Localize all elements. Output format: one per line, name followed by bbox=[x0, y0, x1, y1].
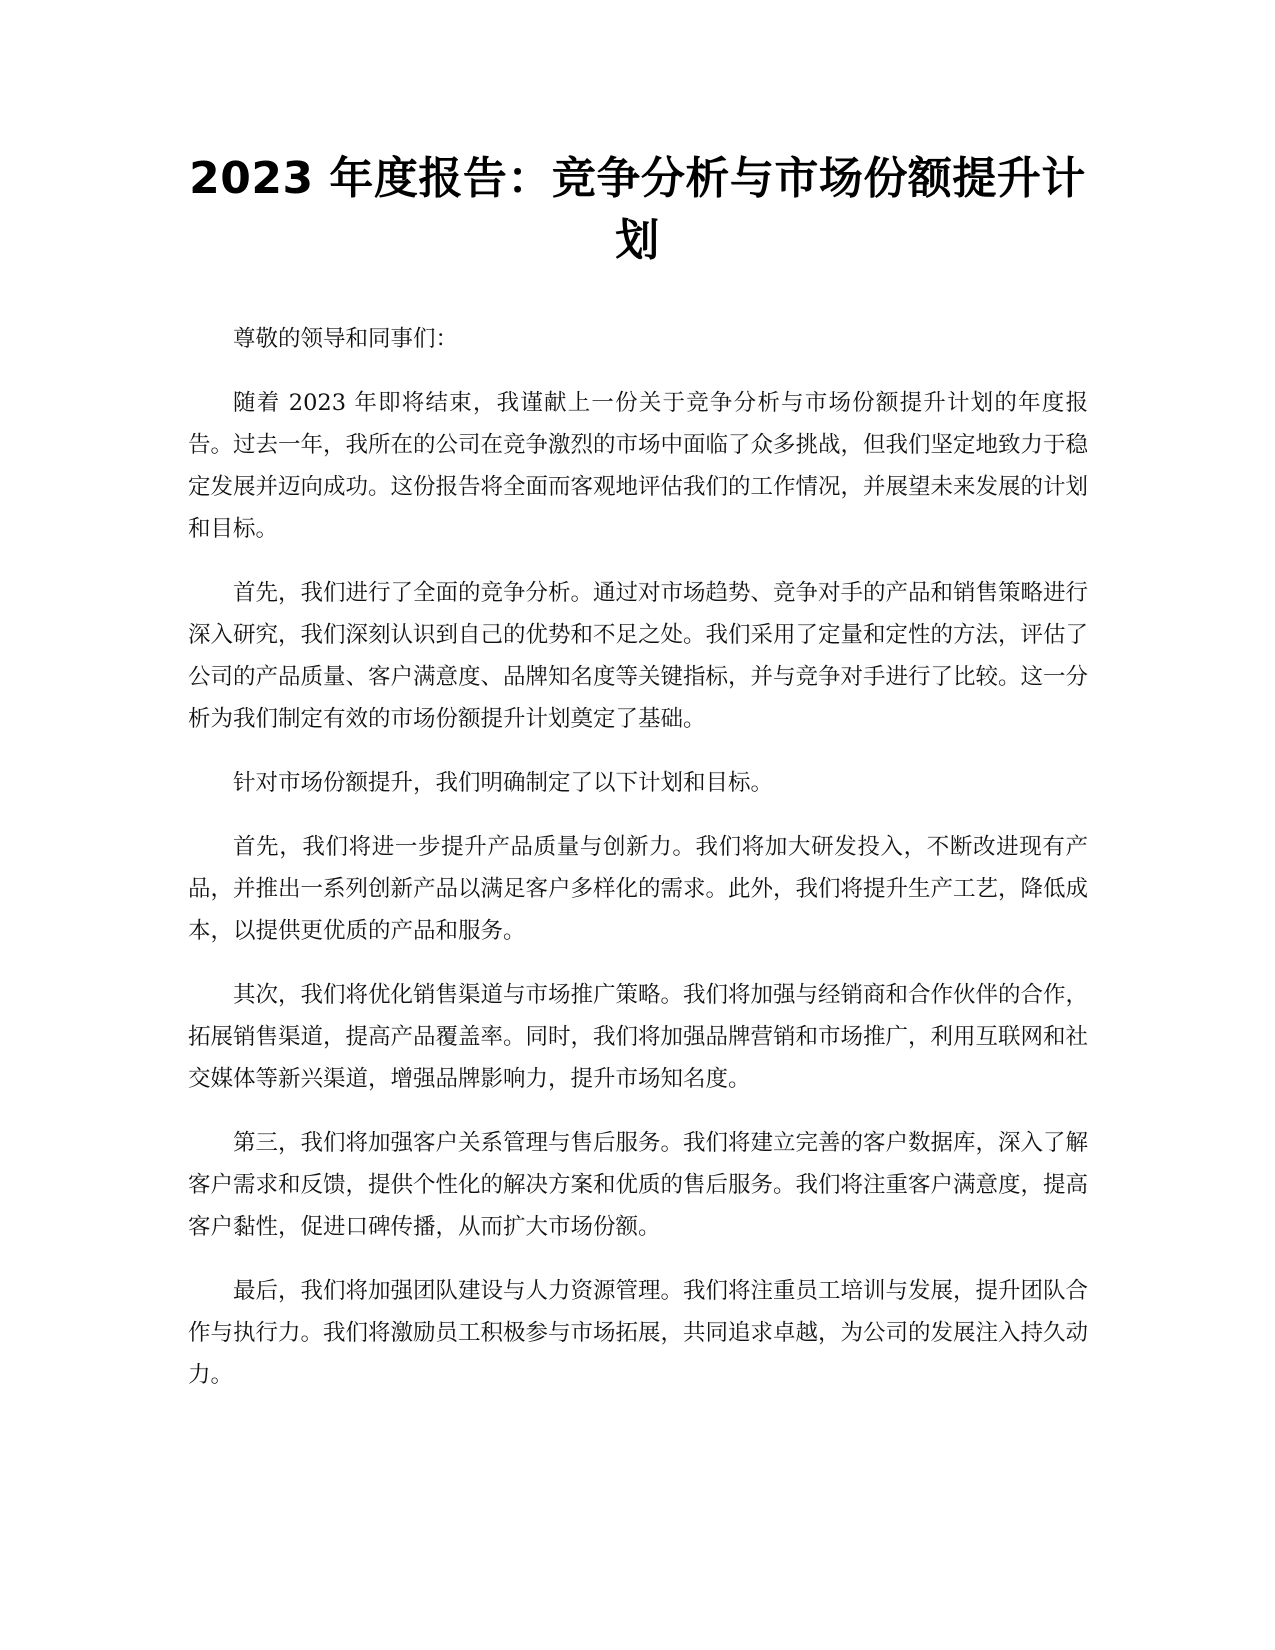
body-paragraph: 最后，我们将加强团队建设与人力资源管理。我们将注重员工培训与发展，提升团队合作与执行力。我们将激励员工积极参与市场拓展，共同追求卓越，为公司的发展注入持久动力。 bbox=[188, 1278, 1089, 1388]
body-paragraph: 首先，我们将进一步提升产品质量与创新力。我们将加大研发投入，不断改进现有产品，并推出一系列创新产品以满足客户多样化的需求。此外，我们将提升生产工艺，降低成本，以提供更优质的产品和服务。 bbox=[188, 834, 1089, 944]
body-paragraph: 随着 2023 年即将结束，我谨献上一份关于竞争分析与市场份额提升计划的年度报告。过去一年，我所在的公司在竞争激烈的市场中面临了众多挑战，但我们坚定地致力于稳定发展并迈向成功。这份报告将全面而客观地评估我们的工作情况，并展望未来发展的计划和目标。 bbox=[188, 390, 1089, 542]
document-body bbox=[188, 318, 1088, 1418]
document-title: 2023 年度报告：竞争分析与市场份额提升计划 bbox=[189, 153, 1086, 266]
body-paragraph: 其次，我们将优化销售渠道与市场推广策略。我们将加强与经销商和合作伙伴的合作，拓展销售渠道，提高产品覆盖率。同时，我们将加强品牌营销和市场推广，利用互联网和社交媒体等新兴渠道，增强品牌影响力，提升市场知名度。 bbox=[188, 982, 1089, 1092]
body-paragraph: 针对市场份额提升，我们明确制定了以下计划和目标。 bbox=[233, 770, 774, 796]
greeting-paragraph: 尊敬的领导和同事们： bbox=[233, 326, 459, 352]
body-paragraph: 第三，我们将加强客户关系管理与售后服务。我们将建立完善的客户数据库，深入了解客户需求和反馈，提供个性化的解决方案和优质的售后服务。我们将注重客户满意度，提高客户黏性，促进口碑传播，从而扩大市场份额。 bbox=[188, 1130, 1089, 1240]
body-paragraph: 首先，我们进行了全面的竞争分析。通过对市场趋势、竞争对手的产品和销售策略进行深入研究，我们深刻认识到自己的优势和不足之处。我们采用了定量和定性的方法，评估了公司的产品质量、客户满意度、品牌知名度等关键指标，并与竞争对手进行了比较。这一分析为我们制定有效的市场份额提升计划奠定了基础。 bbox=[188, 580, 1089, 732]
